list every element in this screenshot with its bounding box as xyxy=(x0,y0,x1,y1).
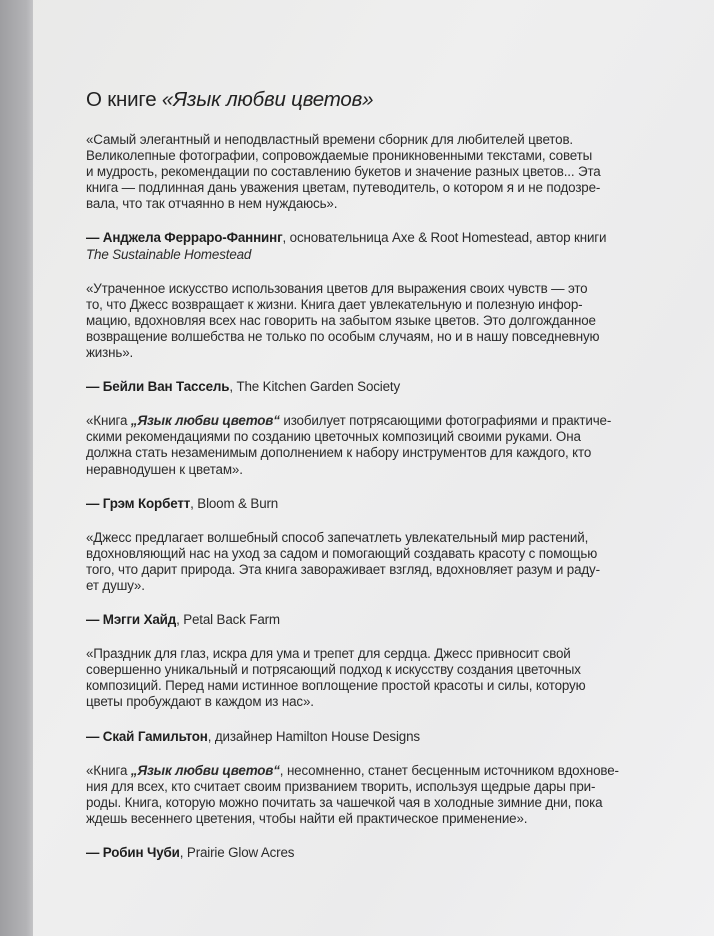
quote-line: ет душу». xyxy=(86,577,145,593)
reviews-list xyxy=(86,132,686,861)
reviewer-affiliation: , основательница Axe & Root Homestead, автор книги xyxy=(282,230,607,246)
review-quote xyxy=(86,530,686,594)
review-attribution xyxy=(86,612,686,628)
attribution-line xyxy=(86,230,686,246)
reviewer-affiliation: , Prairie Glow Acres xyxy=(179,845,295,860)
quote-line: композиций. Перед нами истинное воплощение простой красоты и силы, которую xyxy=(86,678,586,694)
review-attribution xyxy=(86,496,686,512)
quote-line: ния для всех, кто считает своим призванием творить, используя щедрые дары при- xyxy=(86,778,596,794)
attribution-line xyxy=(86,729,686,745)
quote-line: книга — подлинная дань уважения цветам, путеводитель, о котором я и не подозре- xyxy=(86,180,601,196)
review-quote xyxy=(86,413,686,477)
attribution-line xyxy=(86,612,686,628)
attribution-line xyxy=(86,496,686,512)
quote-line xyxy=(86,413,686,429)
quote-text: изобилует потрясающими фотографиями и практиче- xyxy=(279,413,612,429)
quote-line: «Джесс предлагает волшебный способ запечатлеть увлекательный мир растений, xyxy=(86,529,589,545)
review-quote xyxy=(86,646,686,710)
quote-line: вала, что так отчаянно в нем нуждаюсь». xyxy=(86,196,338,212)
page-edge-shadow xyxy=(0,0,33,936)
attribution-line xyxy=(86,379,686,395)
reviewer-affiliation: , Petal Back Farm xyxy=(176,612,280,628)
quote-line: «Утраченное искусство использования цветов для выражения своих чувств — это xyxy=(86,280,588,296)
quote-line: «Праздник для глаз, искра для ума и трепет для сердца. Джесс привносит свой xyxy=(86,646,571,662)
review-attribution xyxy=(86,845,686,861)
quote-line: жизнь». xyxy=(86,345,134,361)
quote-line: должна стать незаменимым дополнением к набору инструментов для каждого, кто xyxy=(86,445,592,461)
reviewer-name: — Робин Чуби xyxy=(86,845,180,860)
review-attribution xyxy=(86,379,686,395)
review-attribution xyxy=(86,230,686,262)
quote-line: мацию, вдохновляя всех нас говорить на забытом языке цветов. Это долгожданное xyxy=(86,312,596,328)
reviewer-name: — Мэгги Хайд xyxy=(86,612,177,628)
title-book-name: «Язык любви цветов» xyxy=(161,88,374,111)
book-page xyxy=(86,86,686,879)
attribution-line: The Sustainable Homestead xyxy=(86,246,252,262)
attribution-line xyxy=(86,845,686,861)
quote-text: , несомненно, станет бесценным источником вдохнове- xyxy=(279,762,619,778)
book-title-mention: „Язык любви цветов“ xyxy=(130,413,280,429)
quote-line: и мудрость, рекомендации по составлению букетов и значение разных цветов... Эта xyxy=(86,164,601,180)
quote-line: то, что Джесс возвращает к жизни. Книга дает увлекательную и полезную инфор- xyxy=(86,296,583,312)
quote-line xyxy=(86,763,686,779)
reviewer-affiliation: , Bloom & Burn xyxy=(190,495,279,511)
reviewer-name: — Бейли Ван Тассель xyxy=(86,379,230,395)
quote-text: «Книга xyxy=(86,762,131,778)
quote-line: ждешь весеннего цветения, чтобы найти ей практическое применение». xyxy=(86,810,528,826)
quote-line: роды. Книга, которую можно почитать за чашечкой чая в холодные зимние дни, пока xyxy=(86,794,603,810)
reviewer-name: — Грэм Корбетт xyxy=(86,495,191,511)
quote-line: возвращение волшебства не только по особым случаям, но и в нашу повседневную xyxy=(86,328,600,344)
review-attribution xyxy=(86,729,686,745)
reviewer-affiliation: , дизайнер Hamilton House Designs xyxy=(207,728,420,744)
quote-line: «Самый элегантный и неподвластный времени сборник для любителей цветов. xyxy=(86,132,573,147)
quote-line: вдохновляющий нас на уход за садом и помогающий создавать красоту с помощью xyxy=(86,545,598,561)
review-quote xyxy=(86,132,686,212)
quote-line: совершенно уникальный и потрясающий подход к искусству создания цветочных xyxy=(86,662,581,678)
quote-line: скими рекомендациями по созданию цветочных композиций своими руками. Она xyxy=(86,429,581,445)
quote-line: Великолепные фотографии, сопровождаемые проникновенными текстами, советы xyxy=(86,148,593,164)
quote-line: того, что дарит природа. Эта книга завораживает взгляд, вдохновляет разум и раду- xyxy=(86,561,600,577)
book-title-mention: „Язык любви цветов“ xyxy=(130,762,280,778)
quote-line: цветы пробуждают в каждом из нас». xyxy=(86,694,314,710)
review-quote xyxy=(86,281,686,361)
reviewer-affiliation: , The Kitchen Garden Society xyxy=(229,379,401,395)
reviewer-name: — Скай Гамильтон xyxy=(86,728,208,744)
review-quote xyxy=(86,763,686,827)
title-prefix: О книге xyxy=(86,88,162,111)
quote-line: неравнодушен к цветам». xyxy=(86,461,243,477)
page-title xyxy=(86,86,686,114)
quote-text: «Книга xyxy=(86,413,131,429)
reviewer-name: — Анджела Ферраро-Фаннинг xyxy=(86,230,283,246)
